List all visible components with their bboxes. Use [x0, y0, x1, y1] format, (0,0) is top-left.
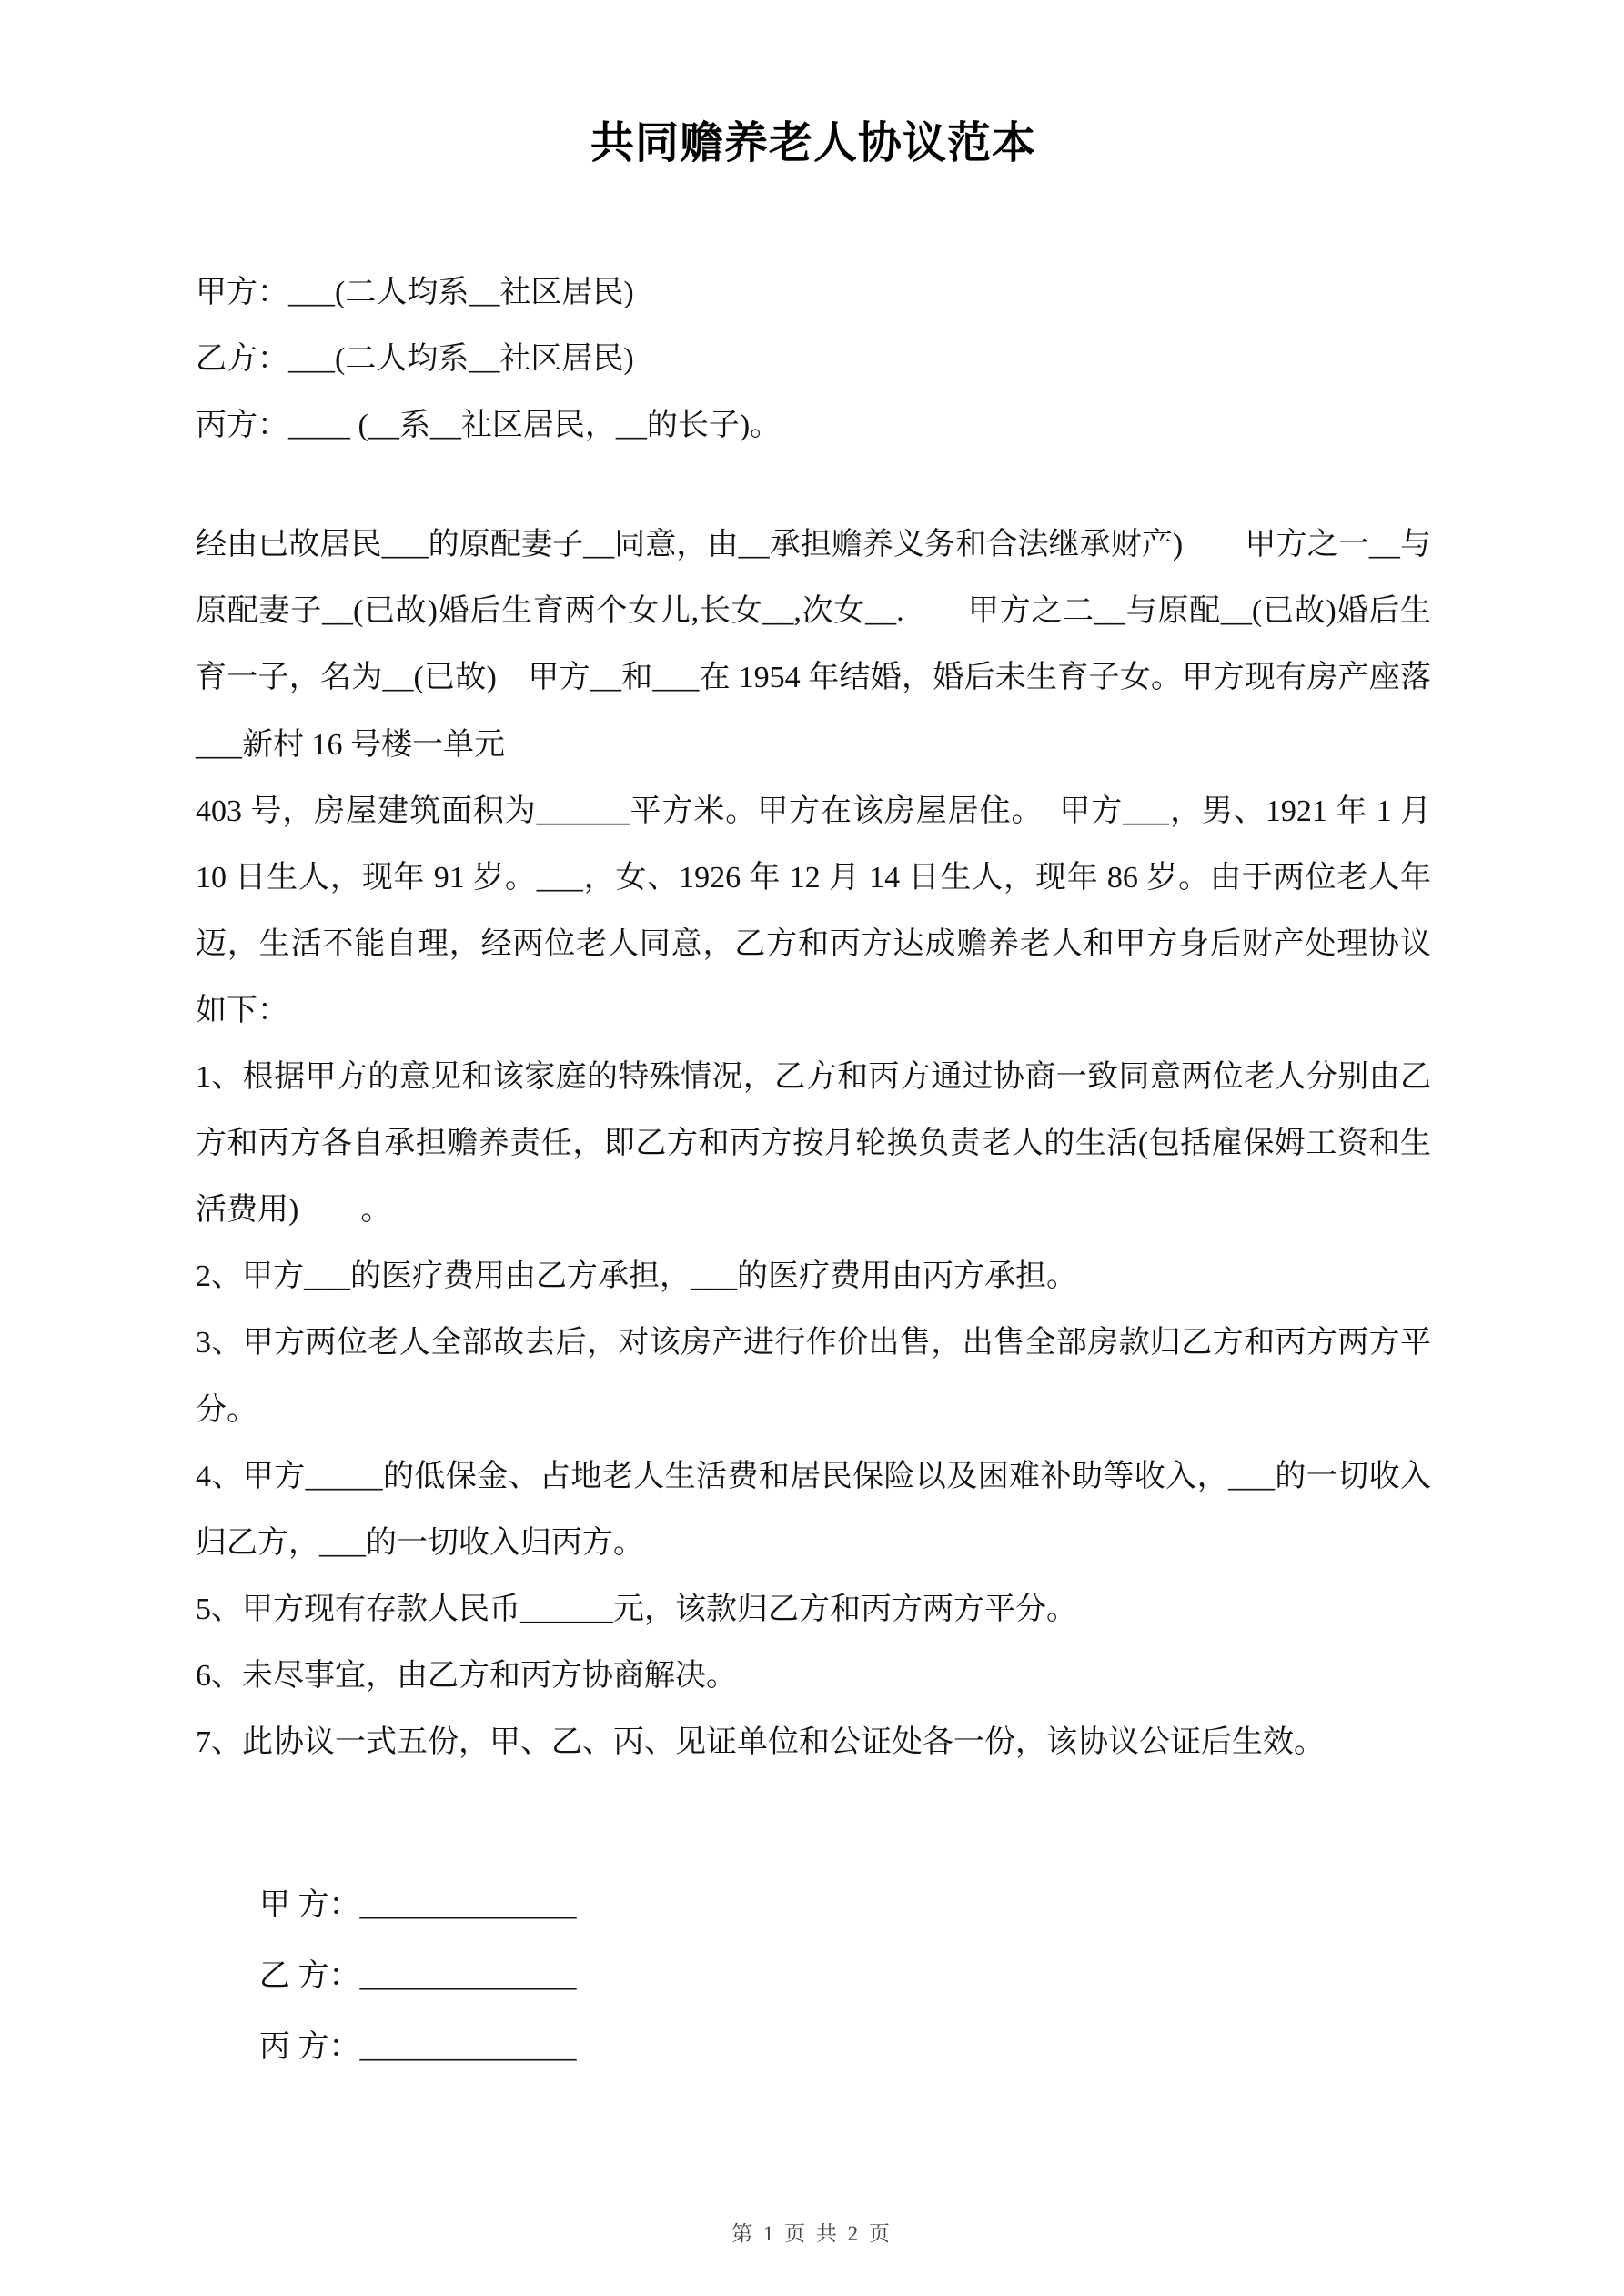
clause-7: 7、此协议一式五份，甲、乙、丙、见证单位和公证处各一份，该协议公证后生效。 [196, 1725, 1325, 1759]
intro-paragraph-2: 403 号，房屋建筑面积为______平方米。甲方在该房屋居住。 甲方___，男、1921 年 1 月 10 日生人，现年 91 岁。___，女、1926 年 12 月 14 日生人，现年 86 岁。由于两位老人年迈，生活不能自理，经两位老人同意，乙方和丙方达成赡养老人和甲方身后财产处理协议如下： [196, 794, 1431, 1027]
party-line-party-c: 丙方：____ (__系__社区居民，__的长子)。 [196, 409, 782, 443]
agreement-body [196, 511, 1431, 1775]
clause-3: 3、甲方两位老人全部故去后，对该房产进行作价出售，出售全部房款归乙方和丙方两方平分。 [196, 1326, 1431, 1427]
clause-1: 1、根据甲方的意见和该家庭的特殊情况，乙方和丙方通过协商一致同意两位老人分别由乙方和丙方各自承担赡养责任，即乙方和丙方按月轮换负责老人的生活(包括雇保姆工资和生活费用) 。 [196, 1060, 1431, 1228]
clause-6: 6、未尽事宜，由乙方和丙方协商解决。 [196, 1658, 737, 1693]
signature-section [196, 1870, 1431, 2084]
clause-2: 2、甲方___的医疗费用由乙方承担，___的医疗费用由丙方承担。 [196, 1259, 1077, 1294]
party-line-party-b: 乙方：___(二人均系__社区居民) [196, 342, 634, 377]
intro-paragraph-1: 经由已故居民___的原配妻子__同意，由__承担赡养义务和合法继承财产) 甲方之一__与原配妻子__(已故)婚后生育两个女儿,长女__,次女__. 甲方之二__与原配__(已故)婚后生育一子，名为__(已故) 甲方__和___在 1954 年结婚，婚后未生育子女。甲方现有房产座落___新村 16 号楼一单元 [196, 528, 1431, 762]
signature-line-party-c: 丙 方：______________ [259, 2030, 577, 2065]
party-line-party-a: 甲方：___(二人均系__社区居民) [196, 276, 634, 309]
clause-4: 4、甲方_____的低保金、占地老人生活费和居民保险以及困难补助等收入，___的一切收入归乙方，___的一切收入归丙方。 [196, 1459, 1431, 1560]
page-number-footer: 第 1 页 共 2 页 [731, 2222, 893, 2245]
signature-line-party-a: 甲 方：______________ [259, 1888, 577, 1923]
document-title: 共同赡养老人协议范本 [590, 119, 1036, 167]
parties-section [196, 259, 1431, 459]
clause-5: 5、甲方现有存款人民币______元，该款归乙方和丙方两方平分。 [196, 1592, 1077, 1626]
signature-line-party-b: 乙 方：______________ [259, 1959, 577, 1994]
